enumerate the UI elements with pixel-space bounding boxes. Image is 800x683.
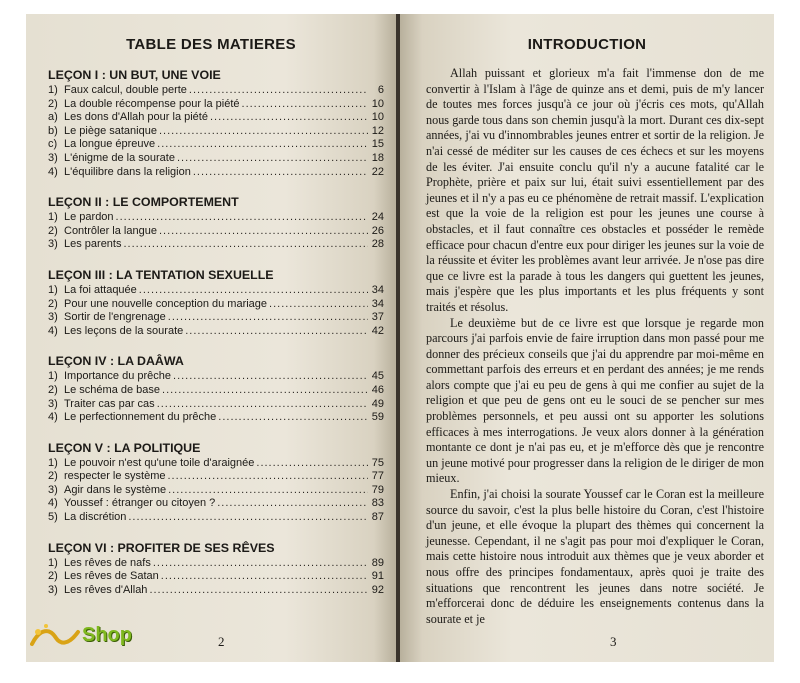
toc-entry [48,152,384,166]
toc-section [48,541,384,598]
entry-number: 1) [48,370,58,383]
toc-entry [48,484,384,498]
dot-leader [167,470,368,484]
entry-number: 1) [48,283,58,296]
entry-number: 1) [48,84,58,96]
entry-number: 3) [48,151,58,164]
toc-entry [48,384,384,398]
swoosh-icon [30,618,90,658]
dot-leader [173,370,368,384]
page-number: 2 [218,634,225,649]
toc-entry [48,511,384,525]
entry-number: b) [48,124,58,137]
entry-label: Youssef : étranger ou citoyen ? [64,497,216,510]
entry-page: 26 [371,224,384,237]
section-title: LEÇON IV : LA DAÂWA [48,354,184,369]
entry-number: 4) [48,497,58,510]
toc-entry [48,98,384,112]
dot-leader [256,457,368,471]
entry-label: La discrétion [64,511,127,524]
toc-section [48,68,384,179]
toc-entry [48,398,384,412]
dot-leader [161,570,368,584]
entry-label: Le pouvoir n'est qu'une toile d'araignée [64,456,255,469]
dot-leader [162,384,368,398]
entry-label: L'équilibre dans la religion [64,165,191,178]
toc-entry [48,411,384,425]
entry-number: 2) [48,224,58,237]
entry-number: 2) [48,383,58,396]
entry-page: 22 [371,165,384,178]
entry-number: 3) [48,583,58,596]
entry-label: Pour une nouvelle conception du mariage [64,297,268,310]
dot-leader [210,111,368,125]
page-number: 3 [610,634,617,649]
entry-label: Les rêves de nafs [64,556,151,569]
section-title: LEÇON V : LA POLITIQUE [48,440,201,455]
toc-entry [48,584,384,598]
entry-label: Agir dans le système [64,483,167,496]
toc-entry [48,557,384,571]
entry-label: Contrôler la langue [64,224,157,237]
entry-page: 75 [371,456,384,469]
entry-number: 2) [48,570,58,583]
entry-number: 2) [48,470,58,483]
entry-label: Les dons d'Allah pour la piété [64,111,208,124]
entry-page: 89 [371,556,384,569]
entry-page: 12 [371,124,384,137]
dot-leader [157,138,368,152]
entry-number: 3) [48,483,58,496]
intro-paragraph: Enfin, j'ai choisi la sourate Youssef car le Coran est la meilleure source du savoir, c'est la plus belle histoire du Coran, c'est l'histoire d'un jeune, et elle évoque la plupart des thèmes qui concernent la jeunesse. Cependant, il ne s'agit pas pour moi d'expliquer le Coran, mais cette histoire nous introduit aux thèmes que je veux aborder et nous offre des principes fondamentaux, après quoi je traite des situations que rencontrent les jeunes dans notre société. Je m'efforcerai donc de déduire les enseignements contenus dans la sourate et je [426,487,764,626]
dot-leader [159,225,368,239]
entry-page: 83 [371,497,384,510]
entry-number: 4) [48,165,58,178]
entry-label: respecter le système [64,470,166,483]
entry-label: La double récompense pour la piété [64,97,240,110]
toc-entry [48,457,384,471]
entry-label: Le perfectionnement du prêche [64,411,217,424]
entry-page: 91 [371,570,384,583]
entry-number: 3) [48,311,58,324]
entry-label: Les rêves d'Allah [64,583,148,596]
dot-leader [159,125,368,139]
right-page [400,14,774,662]
entry-page: 79 [371,483,384,496]
entry-page: 10 [371,97,384,110]
entry-page: 49 [371,397,384,410]
entry-label: Le pardon [64,211,114,224]
dot-leader [168,311,368,325]
dot-leader [242,98,368,112]
section-title: LEÇON III : LA TENTATION SEXUELLE [48,267,274,282]
entry-number: 1) [48,456,58,469]
toc-entry [48,497,384,511]
entry-page: 59 [371,411,384,424]
entry-label: La longue épreuve [64,138,156,151]
entry-number: 1) [48,556,58,569]
entry-page: 6 [377,84,384,96]
entry-number: a) [48,111,58,124]
toc-entry [48,470,384,484]
entry-page: 24 [371,211,384,224]
entry-label: Traiter cas par cas [64,397,155,410]
toc-entry [48,570,384,584]
entry-number: 4) [48,324,58,337]
toc-entry [48,325,384,339]
entry-page: 34 [371,297,384,310]
entry-number: c) [48,138,58,151]
table-of-contents [48,68,384,613]
toc-entry [48,125,384,139]
toc-title: TABLE DES MATIERES [126,36,296,53]
entry-number: 1) [48,211,58,224]
section-title: LEÇON I : UN BUT, UNE VOIE [48,68,221,82]
entry-number: 3) [48,397,58,410]
entry-page: 34 [371,283,384,296]
logo-text: Shop [82,624,132,646]
entry-page: 87 [371,511,384,524]
toc-entry [48,111,384,125]
dot-leader [217,497,368,511]
entry-label: Le piège satanique [64,124,157,137]
introduction-title: INTRODUCTION [527,36,647,53]
dot-leader [193,166,368,180]
entry-page: 15 [371,138,384,151]
toc-entry [48,238,384,252]
entry-page: 45 [371,370,384,383]
dot-leader [157,398,368,412]
entry-page: 18 [371,151,384,164]
toc-section [48,195,384,252]
toc-entry [48,298,384,312]
dot-leader [116,211,368,225]
entry-page: 77 [371,470,384,483]
entry-number: 3) [48,238,58,251]
section-title: LEÇON II : LE COMPORTEMENT [48,195,239,210]
entry-label: Sortir de l'engrenage [64,311,166,324]
entry-label: La foi attaquée [64,283,137,296]
entry-page: 92 [371,583,384,596]
entry-page: 42 [371,324,384,337]
dot-leader [128,511,368,525]
entry-label: Les rêves de Satan [64,570,159,583]
toc-entry [48,166,384,180]
dot-leader [153,557,368,571]
entry-page: 37 [371,311,384,324]
dot-leader [123,238,368,252]
entry-number: 2) [48,97,58,110]
dot-leader [269,298,368,312]
left-page [26,14,396,662]
dot-leader [185,325,368,339]
entry-page: 28 [371,238,384,251]
entry-page: 10 [371,111,384,124]
section-title: LEÇON VI : PROFITER DE SES RÊVES [48,540,275,555]
intro-paragraph: Allah puissant et glorieux m'a fait l'immense don de me convertir à l'Islam à l'âge de quinze ans et demi, puis de m'y lancer de toutes mes forces jusqu'à ce jour où j'écris ces mots, qu'Allah nous garde tous dans son chemin jusqu'à la mort. Durant ces dix-sept années, j'ai vu d'innombrables jeunes entrer et sortir de la religion. Je n'ai cessé de méditer sur les causes de ces échecs et sur les moyens de les éviter. J'ai ensuite conclu qu'il n'y a aucune fatalité car le Prophète, prière et paix sur lui, était suivi essentiellement par des jeunes et il n'y a pas eu ce phénomène de retrait massif. L'explication est que la voie de la religion est pour les jeunes une course à obstacles, et il faut connaître ces obstacles et posséder le remède efficace pour chacun d'entre eux pour diriger les jeunes sur la voie de la réussite et éviter les problèmes avant leur arrivée. Je n'ose pas dire que ce livre est la parade à tous les dangers qui guettent les jeunes, mais j'espère que les plus importants et les plus fréquents y sont traités et résolus. [426,66,764,314]
dot-leader [149,584,368,598]
toc-entry [48,84,384,98]
entry-label: Le schéma de base [64,383,161,396]
toc-entry [48,138,384,152]
entry-label: L'énigme de la sourate [64,151,175,164]
toc-entry [48,370,384,384]
entry-label: Les parents [64,238,122,251]
introduction-body [426,66,764,627]
toc-section [48,354,384,424]
toc-entry [48,225,384,239]
entry-label: Faux calcul, double perte [64,84,187,96]
intro-paragraph: Le deuxième but de ce livre est que lorsque je regarde mon parcours j'ai parfois envie de faire irruption dans mon passé pour me donner des précieux conseils que j'ai du apprendre par moi-même en commettant parfois des erreurs et en perdant des années; je me rends alors compte que j'ai eu peu de gens à qui me confier au sujet de la religion et que peu de gens ont eu le souci de se pencher sur mes problèmes personnels, et peu aussi ont su apporter les solutions efficaces à mes interrogations. Je veux alors donner à la génération montante ce dont je n'ai pas eu, et je m'efforce dès que je rencontre un jeune motivé pour progresser dans la religion de le diriger de mon mieux. [426,315,764,486]
toc-entry [48,211,384,225]
entry-page: 46 [371,383,384,396]
toc-entry [48,284,384,298]
entry-number: 4) [48,411,58,424]
shop-logo [30,618,160,662]
open-book [26,14,774,662]
dot-leader [168,484,368,498]
toc-section [48,441,384,525]
toc-entry [48,311,384,325]
toc-section [48,268,384,338]
entry-label: Importance du prêche [64,370,172,383]
dot-leader [218,411,368,425]
entry-label: Les leçons de la sourate [64,324,184,337]
entry-number: 2) [48,297,58,310]
entry-number: 5) [48,511,58,524]
dot-leader [139,284,368,298]
dot-leader [177,152,368,166]
dot-leader [189,84,368,98]
